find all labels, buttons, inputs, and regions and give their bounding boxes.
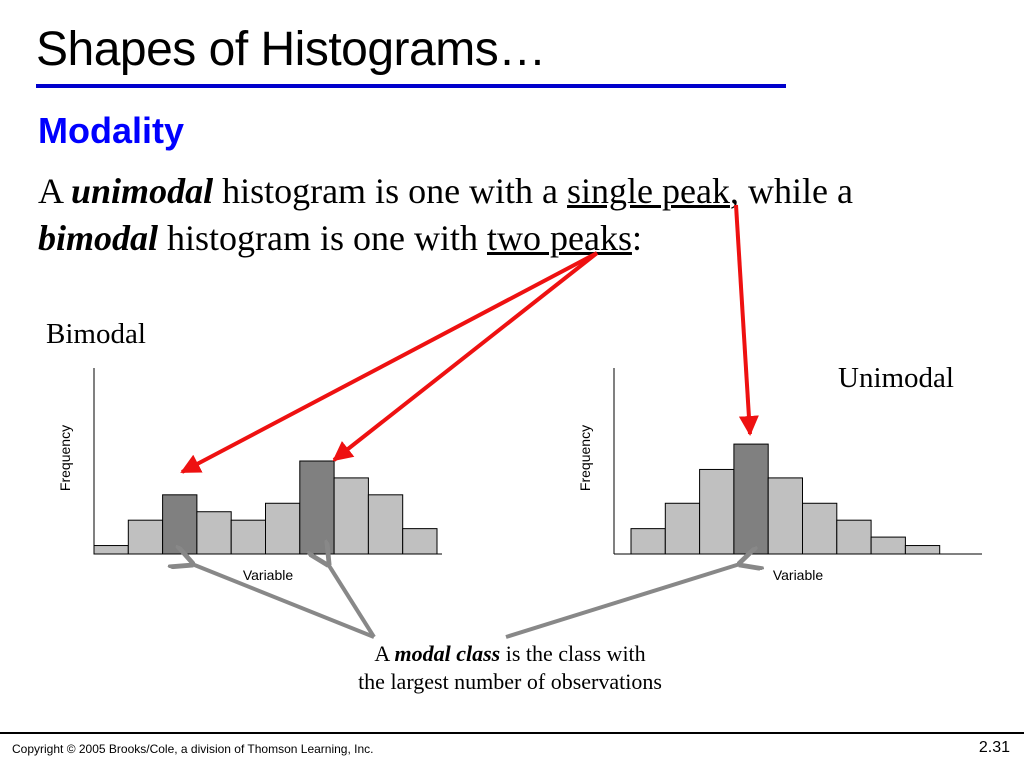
bimodal-chart-title: Bimodal [46, 318, 146, 350]
unimodal-chart-title: Unimodal [838, 362, 954, 394]
modal-class-arrow-right [506, 564, 740, 637]
modal-class-note [330, 640, 690, 696]
slide-title: Shapes of Histograms… [36, 23, 546, 76]
note-part: is the class with [500, 641, 646, 666]
two-peaks-phrase: two peaks [487, 218, 632, 258]
body-text-part: histogram is one with a [213, 171, 568, 211]
two-peaks-arrow-left [182, 253, 597, 472]
section-heading: Modality [38, 110, 185, 151]
unimodal-bar [631, 529, 665, 554]
two-peaks-arrow-right [334, 253, 597, 460]
bimodal-histogram [57, 368, 442, 583]
note-line-2: the largest number of observations [358, 669, 662, 694]
bimodal-modal-bar [163, 495, 197, 554]
unimodal-bar [837, 520, 871, 554]
unimodal-bar [665, 503, 699, 554]
bimodal-term: bimodal [38, 218, 159, 258]
unimodal-histogram [577, 368, 982, 583]
unimodal-modal-bar [734, 444, 768, 554]
body-text-part: : [631, 218, 642, 258]
unimodal-x-axis-label: Variable [772, 567, 824, 583]
bimodal-bar [197, 512, 231, 554]
single-peak-phrase: single peak [567, 171, 730, 211]
unimodal-bar [803, 503, 837, 554]
body-text-part: , while a [729, 171, 853, 211]
bimodal-bar [403, 529, 437, 554]
unimodal-bar [871, 537, 905, 554]
red-arrows [182, 205, 750, 472]
unimodal-bar [768, 478, 802, 554]
bimodal-x-axis-label: Variable [242, 567, 294, 583]
unimodal-bar [905, 546, 939, 554]
body-text-part: A [38, 171, 72, 211]
body-text-part: histogram is one with [158, 218, 487, 258]
unimodal-bar [700, 469, 734, 554]
bimodal-bar [128, 520, 162, 554]
bimodal-bar [368, 495, 402, 554]
unimodal-term: unimodal [71, 171, 214, 211]
bimodal-bar [334, 478, 368, 554]
bimodal-bar [94, 546, 128, 554]
page-number: 2.31 [978, 739, 1010, 756]
unimodal-y-axis-label: Frequency [577, 424, 593, 492]
bimodal-bar [231, 520, 265, 554]
copyright-text: Copyright © 2005 Brooks/Cole, a division of Thomson Learning, Inc. [12, 742, 374, 756]
bimodal-y-axis-label: Frequency [57, 424, 73, 492]
single-peak-arrow [736, 205, 750, 434]
modal-class-term: modal class [394, 641, 501, 666]
footer-divider [0, 732, 1024, 734]
note-part: A [374, 641, 395, 666]
bimodal-modal-bar [300, 461, 334, 554]
bimodal-bar [266, 503, 300, 554]
